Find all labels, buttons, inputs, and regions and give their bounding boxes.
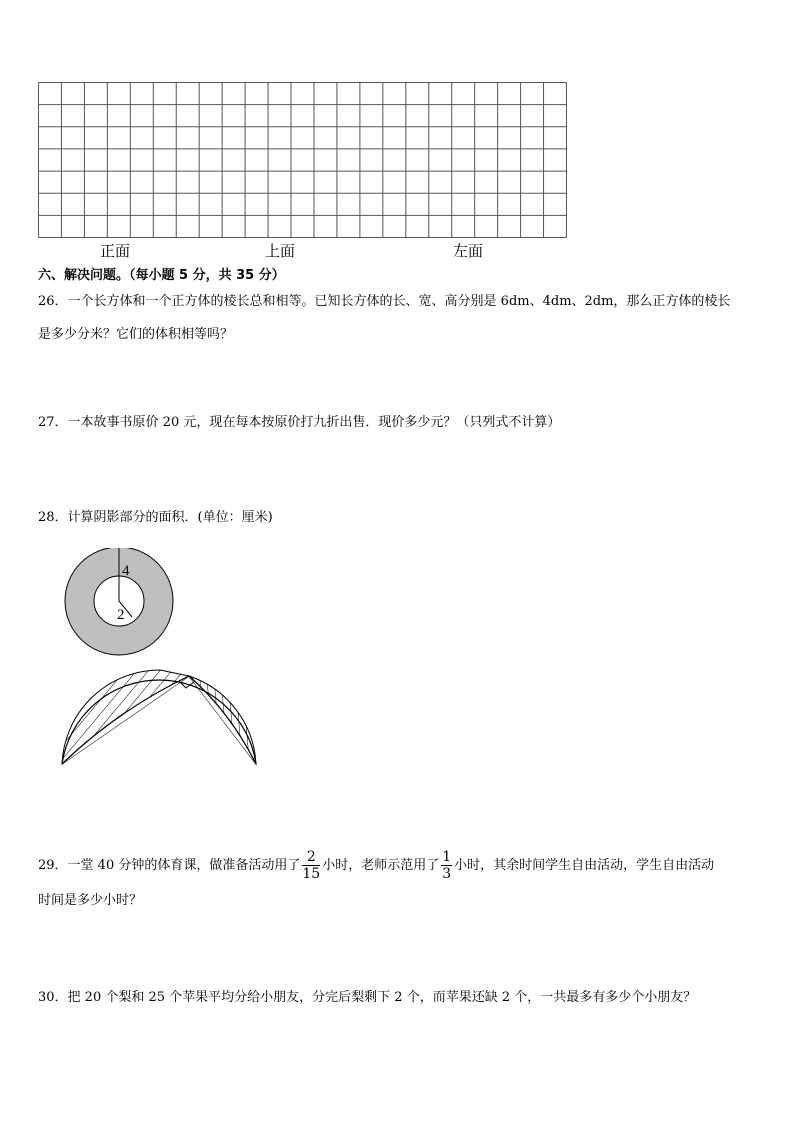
left-view-label: 左面 <box>453 244 484 260</box>
question-30: 30．把 20 个梨和 25 个苹果平均分给小朋友，分完后梨剩下 2 个，而苹果还缺 2 个，一共最多有多少个小朋友？ <box>38 990 697 1005</box>
question-29-part-b: 小时，老师示范用了 <box>322 858 440 873</box>
annulus-figure <box>60 548 178 656</box>
fraction-1-3 <box>441 849 452 882</box>
top-view-label: 上面 <box>265 244 296 260</box>
semicircle-figure <box>58 666 262 768</box>
question-26-line1: 26．一个长方体和一个正方体的棱长总和相等。已知长方体的长、宽、高分别是 6dm、4dm、2dm，那么正方体的棱长 <box>38 294 731 309</box>
front-view-label: 正面 <box>100 244 131 260</box>
fraction-2-15-denominator: 15 <box>302 866 321 882</box>
question-29-line2: 时间是多少小时？ <box>38 893 143 908</box>
question-28: 28．计算阴影部分的面积．(单位：厘米) <box>38 510 273 525</box>
question-27: 27．一本故事书原价 20 元，现在每本按原价打九折出售．现价多少元？（只列式不计算） <box>38 415 561 430</box>
outer-radius-label: 4 <box>122 563 130 579</box>
fraction-2-15-numerator: 2 <box>302 849 320 866</box>
question-29-part-a: 29．一堂 40 分钟的体育课，做准备活动用了 <box>38 858 301 873</box>
fraction-1-3-denominator: 3 <box>442 866 452 882</box>
question-29 <box>38 848 768 916</box>
fraction-2-15 <box>302 849 320 882</box>
question-26 <box>38 287 768 350</box>
inner-radius-label: 2 <box>117 607 125 623</box>
grid-paper <box>38 82 567 238</box>
fraction-1-3-numerator: 1 <box>442 849 452 865</box>
question-26-line2: 是多少分米？它们的体积相等吗？ <box>38 327 234 342</box>
question-29-part-c: 小时，其余时间学生自由活动，学生自由活动 <box>454 858 715 873</box>
section-title: 六、解决问题。（每小题 5 分，共 35 分） <box>38 268 285 283</box>
